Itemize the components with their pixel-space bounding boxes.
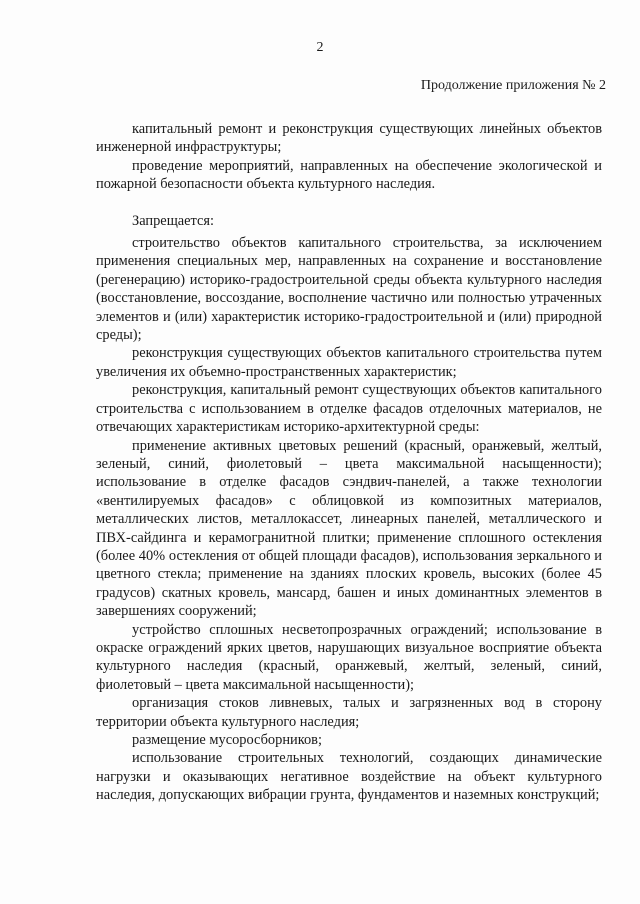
document-body — [96, 120, 602, 805]
paragraph-construction-technologies: использование строительных технологий, создающих динамические нагрузки и оказывающих негативное воздействие на объект культурного наследия, допускающих вибрации грунта, фундаментов и наземных конструкций; — [96, 750, 602, 804]
paragraph-color-solutions: применение активных цветовых решений (красный, оранжевый, желтый, зеленый, синий, фиолетовый – цвета максимальной насыщенности); использование в отделке фасадов сэндвич-панелей, а также технологии «вентилируемых фасадов» с облицовкой из композитных материалов, металлических листов, металлокассет, линеарных панелей, металлического и ПВХ-сайдинга и керамогранитной плитки; применение сплошного остекления (более 40% остекления от общей площади фасадов), использования зеркального и цветного стекла; применение на зданиях плоских кровель, высоких (более 45 градусов) скатных кровель, мансард, башен и иных доминантных элементов в завершениях сооружений; — [96, 437, 602, 620]
page-number: 2 — [316, 40, 324, 55]
paragraph-reconstruction: реконструкция существующих объектов капитального строительства путем увеличения их объемно-пространственных характеристик; — [96, 345, 602, 380]
paragraph-fences: устройство сплошных несветопрозрачных ограждений; использование в окраске ограждений ярких цветов, нарушающих визуальное восприятие объекта культурного наследия (красный, оранжевый, желтый, зеленый, синий, фиолетовый – цвета максимальной насыщенности); — [96, 621, 602, 693]
paragraph-ecological-safety: проведение мероприятий, направленных на обеспечение экологической и пожарной безопасности объекта культурного наследия. — [96, 157, 602, 193]
appendix-label: Продолжение приложения № 2 — [420, 78, 606, 93]
section-heading-prohibited: Запрещается: — [132, 212, 215, 229]
paragraph-drainage: организация стоков ливневых, талых и загрязненных вод в сторону территории объекта культурного наследия; — [96, 695, 602, 730]
paragraph-construction: строительство объектов капитального строительства, за исключением применения специальных мер, направленных на сохранение и восстановление (регенерацию) историко-градостроительной среды объекта культурного наследия (восстановление, воссоздание, восполнение частично или полностью утраченных элементов и (или) характеристик историко-градостроительной и (или) природной среды); — [96, 235, 602, 344]
paragraph-facade-materials: реконструкция, капитальный ремонт существующих объектов капитального строительства с использованием в отделке фасадов отделочных материалов, не отвечающих характеристикам историко-архитектурной среды: — [96, 382, 602, 436]
paragraph-waste-bins: размещение мусоросборников; — [132, 732, 322, 748]
paragraph-repair-linear-objects: капитальный ремонт и реконструкция существующих линейных объектов инженерной инфраструктуры; — [96, 121, 602, 156]
